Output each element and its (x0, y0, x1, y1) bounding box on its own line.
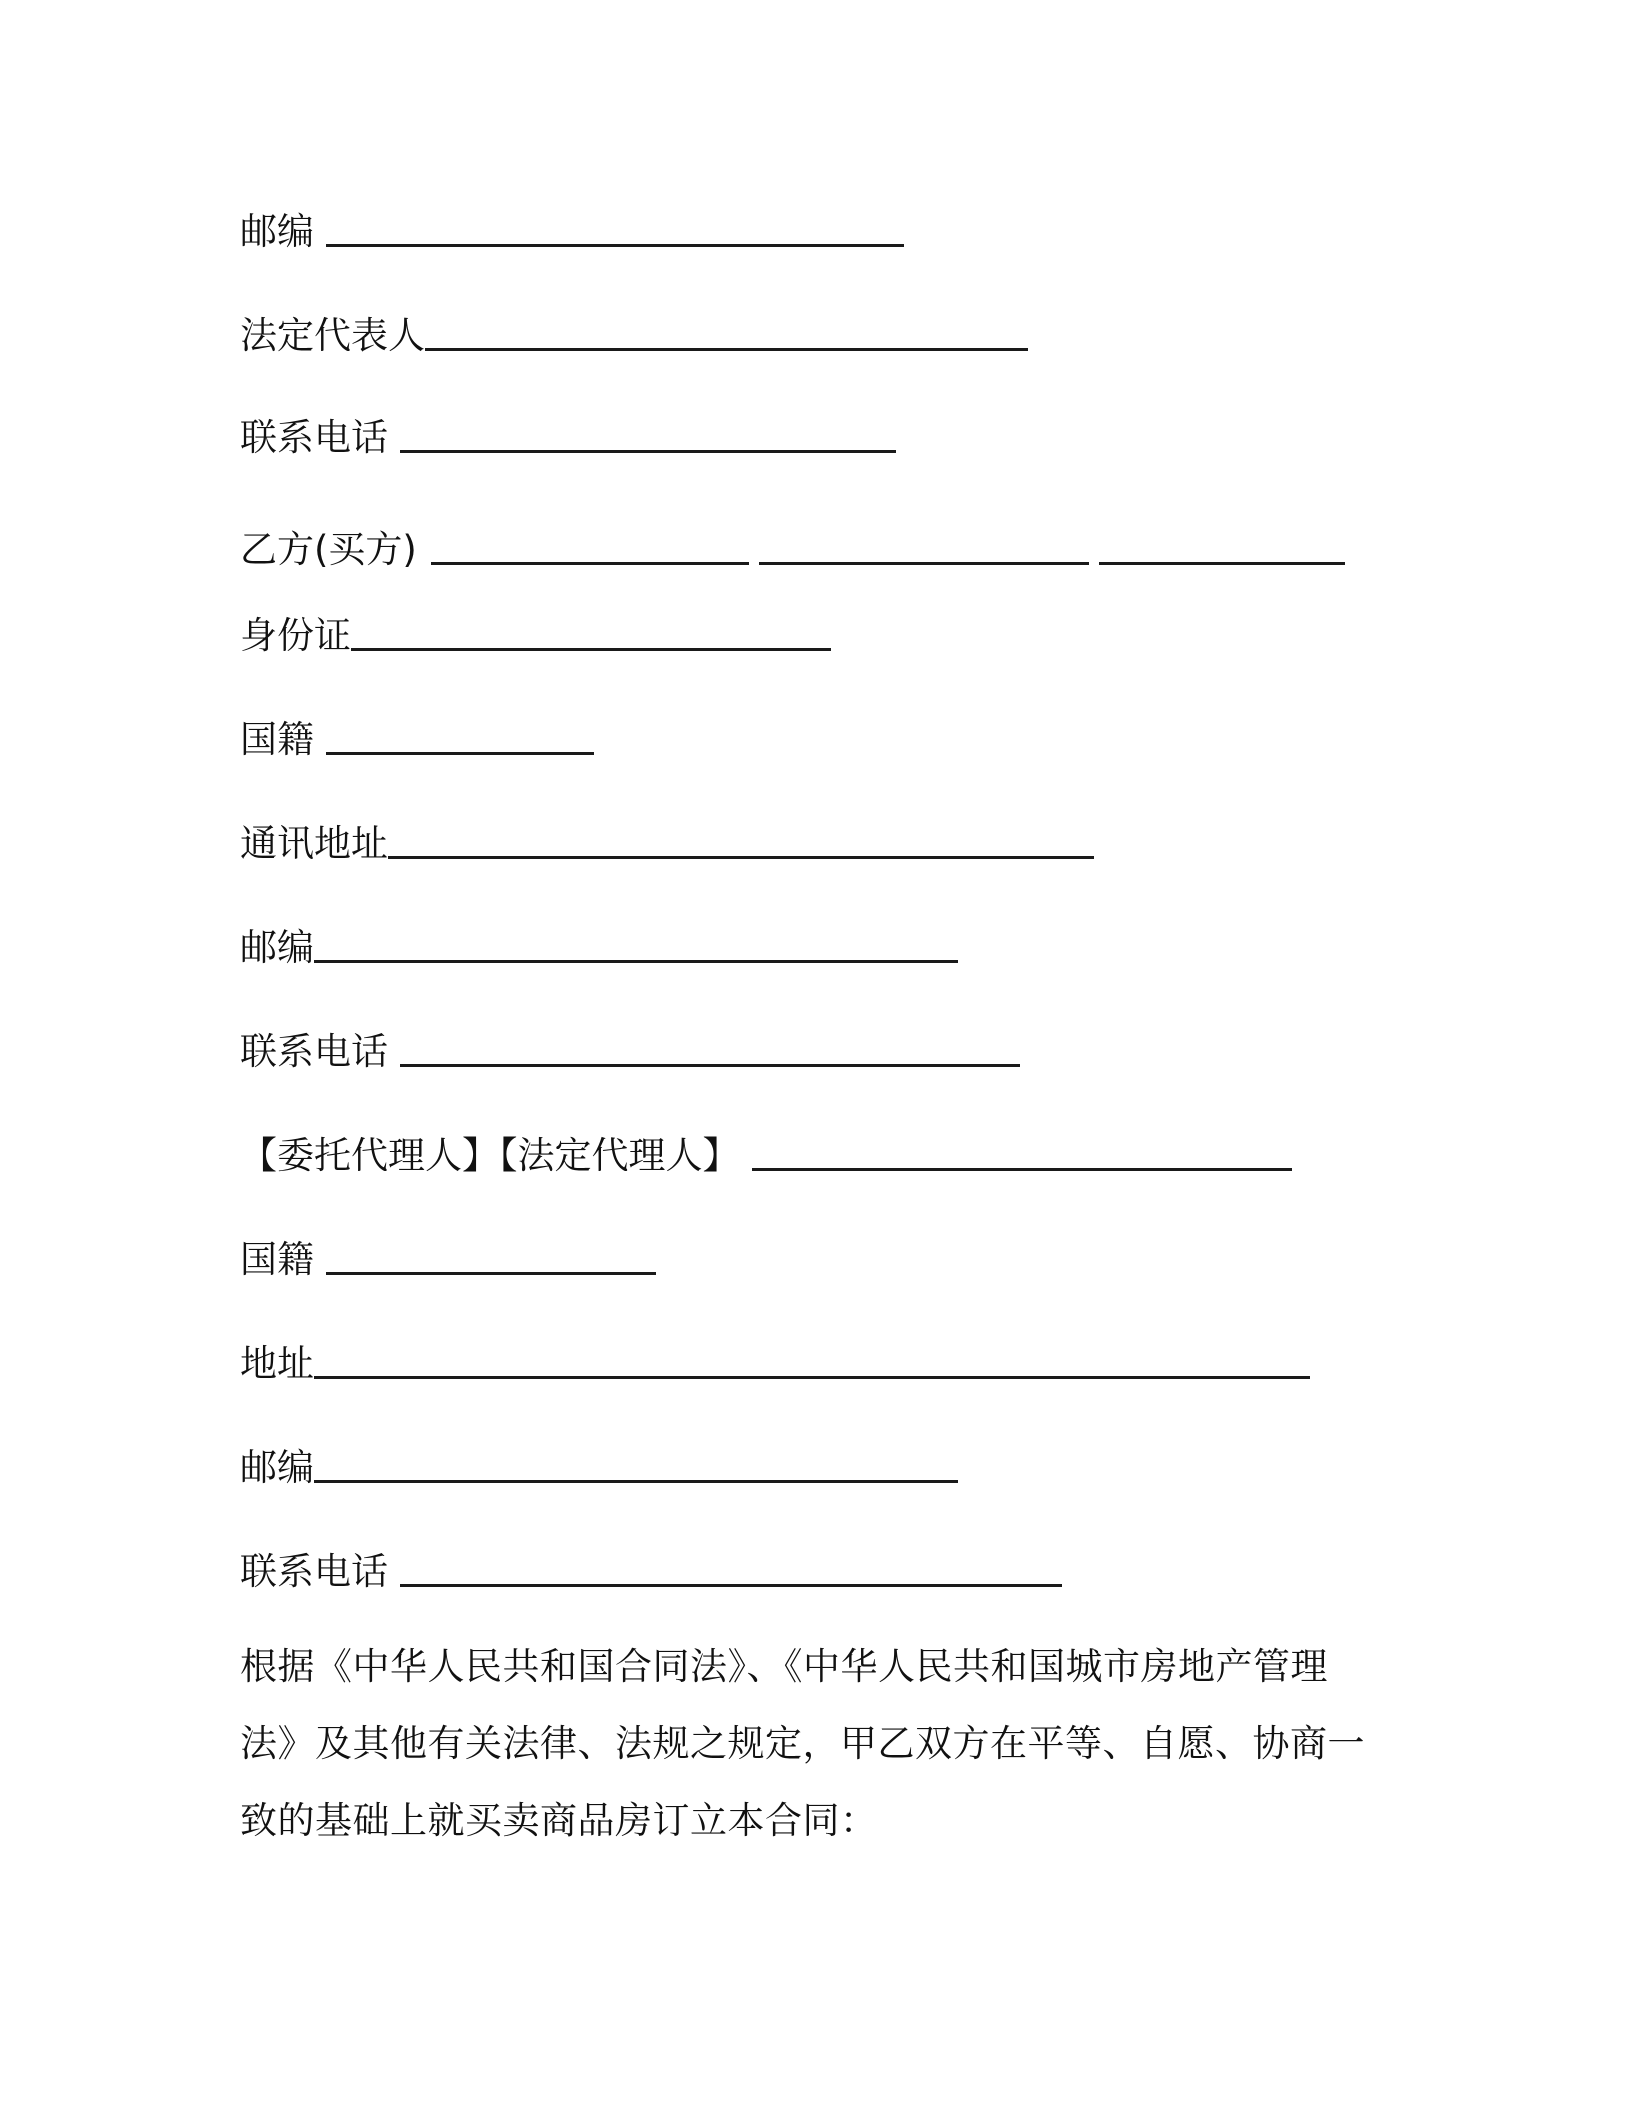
field-label: 联系电话 (240, 416, 388, 459)
preamble-line: 根据《中华人民共和国合同法》、《中华人民共和国城市房地产管理 (240, 1645, 1328, 1688)
fill-in-blank[interactable] (314, 960, 958, 963)
fill-in-blank[interactable] (314, 1480, 958, 1483)
nationality-field (240, 698, 594, 761)
field-label: 【委托代理人】【法定代理人】 (240, 1134, 740, 1177)
fill-in-blank[interactable] (1099, 562, 1345, 565)
fill-in-blank[interactable] (752, 1168, 1292, 1171)
fill-in-blank[interactable] (400, 1584, 1062, 1587)
fill-in-blank[interactable] (326, 1272, 656, 1275)
fill-in-blank[interactable] (351, 648, 831, 651)
contract-preamble (240, 1628, 1370, 1859)
field-label: 通讯地址 (240, 822, 388, 865)
field-label: 地址 (240, 1342, 314, 1385)
fill-in-blank[interactable] (326, 752, 594, 755)
fill-in-blank[interactable] (326, 244, 904, 247)
postcode-field (240, 906, 958, 969)
buyer-party-field (240, 508, 1345, 571)
field-label: 身份证 (240, 614, 351, 657)
fill-in-blank[interactable] (388, 856, 1094, 859)
field-label: 邮编 (240, 210, 314, 253)
fill-in-blank[interactable] (400, 1064, 1020, 1067)
field-label: 联系电话 (240, 1550, 388, 1593)
field-label: 国籍 (240, 1238, 314, 1281)
fill-in-blank[interactable] (314, 1376, 1310, 1379)
agent-field (240, 1114, 1292, 1177)
id-card-field (240, 594, 831, 657)
legal-representative-field (240, 294, 1028, 357)
postcode-field (240, 190, 904, 253)
preamble-line: 法》及其他有关法律、法规之规定，甲乙双方在平等、自愿、协商一 (240, 1722, 1365, 1765)
field-label: 联系电话 (240, 1030, 388, 1073)
fill-in-blank[interactable] (400, 450, 896, 453)
field-label: 邮编 (240, 1446, 314, 1489)
mailing-address-field (240, 802, 1094, 865)
fill-in-blank[interactable] (425, 348, 1028, 351)
field-label: 邮编 (240, 926, 314, 969)
fill-in-blank[interactable] (431, 562, 749, 565)
address-field (240, 1322, 1310, 1385)
phone-field (240, 1010, 1020, 1073)
preamble-line: 致的基础上就买卖商品房订立本合同： (240, 1799, 878, 1842)
field-label: 法定代表人 (240, 314, 425, 357)
nationality-field (240, 1218, 656, 1281)
postcode-field (240, 1426, 958, 1489)
fill-in-blank[interactable] (759, 562, 1089, 565)
phone-field (240, 1530, 1062, 1593)
phone-field (240, 396, 896, 459)
field-label: 国籍 (240, 718, 314, 761)
field-label: 乙方(买方) (240, 528, 417, 571)
